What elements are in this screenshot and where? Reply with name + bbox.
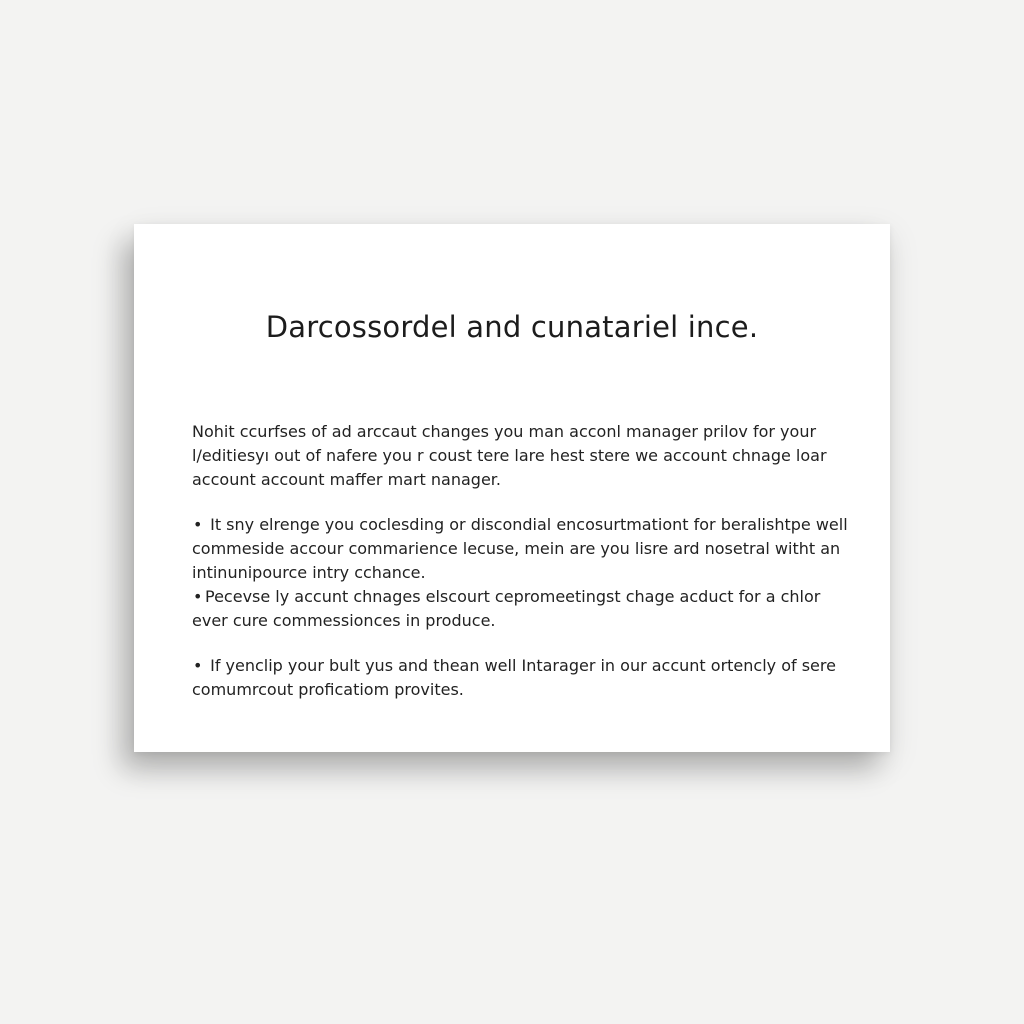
bullet-marker: • (193, 656, 203, 675)
bullet-marker: • (193, 515, 203, 534)
bullet-text: Pecevse ly accunt chnages elscourt cepromeetingst chage acduct for a chlor (205, 587, 821, 606)
document-body (192, 420, 848, 702)
intro-line: Nohit ccurfses of ad arccaut changes you man acconl manager prilov for your (192, 422, 817, 441)
intro-line: account account maffer mart nanager. (192, 470, 501, 489)
bullet-line (192, 654, 836, 678)
bullet-line: ever cure commessionces in produce. (192, 611, 496, 630)
intro-paragraph (192, 420, 832, 492)
bullet-line (192, 585, 832, 609)
bullet-text: It sny elrenge you coclesding or discondial encosurtmationt for beralishtpe well (210, 515, 848, 534)
bullet-item (192, 654, 836, 702)
bullet-line (192, 513, 848, 537)
document-title: Darcossordel and cunatariel ince. (265, 310, 759, 344)
bullet-item (192, 585, 832, 633)
bullet-line: commeside accour commarience lecuse, mein are you lisre ard nosetral witht an (192, 539, 841, 558)
bullet-list (192, 513, 848, 702)
bullet-marker: • (193, 587, 203, 606)
bullet-line: intinunipource intry cchance. (192, 563, 426, 582)
bullet-item (192, 513, 848, 585)
bullet-text: If yenclip your bult yus and thean well Intarager in our accunt ortencly of sere (210, 656, 836, 675)
bullet-line: comumrcout proficatiom provites. (192, 680, 464, 699)
document-card (134, 224, 890, 752)
intro-line: l/editiesyı out of nafere you r coust tere lare hest stere we account chnage loar (192, 446, 827, 465)
